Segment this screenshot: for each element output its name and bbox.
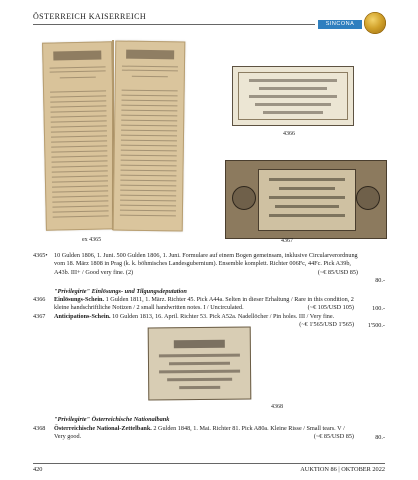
section-heading: "Privilegirte" Einlösungs- und Tilgungsdeputation [54,288,187,295]
lot-number: 4368 [33,425,46,432]
lot-title: Österreichische National-Zettelbank. [54,425,152,432]
lot-text: 2 Gulden 1848, 1. Mai. Richter 81. Pick A80a. Kleine Risse / Small tears. V / Very good. [54,425,345,441]
image-caption: 4366 [283,131,295,137]
section-heading: "Privilegirte" Österreichische Nationalbank [54,416,170,423]
lot-estimate: (~€ 105/USD 105) [307,304,354,312]
lot-number: 4366 [33,296,46,303]
lot-4367-banknote-image [225,160,387,239]
lot-description [54,425,354,442]
lot-number: 4365• [33,252,48,259]
lot-4368-banknote-image [148,327,252,401]
lot-estimate: (~€ 85/USD 85) [313,433,354,441]
image-caption: 4367 [281,238,293,244]
lot-4365-document-left [42,41,116,230]
lot-4365-document-right [113,41,186,232]
lot-estimate: (~€ 1'565/USD 1'565) [299,321,354,329]
lot-price: 80.- [375,434,385,441]
lot-text: 1 Gulden 1811, 1. März. Richter 45. Pick A44a. Selten in dieser Erhaltung / Rare in this condition, 2 kleine handschriftliche Notizen / 2 small handwritten notes. I / Uncirculated. [54,296,354,312]
lot-description [54,252,358,277]
footer-rule [33,463,385,464]
lot-price: 1'500.- [367,322,385,329]
lot-text: 10 Gulden 1813, 16. April. Richter 53. Pick A52a. Nadellöcher / Pin holes. III / Very fine. [112,313,335,320]
page-number: 420 [33,466,43,473]
page-header-title: ÖSTERREICH KAISERREICH [33,12,147,21]
brand-label: SINCONA [318,20,362,29]
image-caption: ex 4365 [82,237,102,243]
auction-label: AUKTION 86 | OKTOBER 2022 [300,466,385,473]
lot-number: 4367 [33,313,46,320]
image-caption: 4368 [271,404,283,410]
lot-price: 100.- [372,305,385,312]
lot-4366-banknote-image [232,66,354,126]
lot-title: Einlösungs-Schein. [54,296,105,303]
lot-price: 80.- [375,277,385,284]
lot-description [54,313,354,330]
gold-coin-logo [364,12,386,34]
lot-title: Anticipations-Schein. [54,313,111,320]
lot-description [54,296,354,313]
header-rule [33,24,315,25]
lot-estimate: (~€ 85/USD 85) [317,268,358,276]
lot-text: 10 Gulden 1806, 1. Juni. 500 Gulden 1806, 1. Juni. Formulare auf einem Bogen gemeinsam, inklusive Circularverordnung vom 18. März 1808 in Prag (k. k. böhmisches Landesgubernium). Ensemble komplett. Richter 006Fc, 44Fc. Pick A39b, A43b. III+ / Good very fine. (2) [54,252,358,276]
